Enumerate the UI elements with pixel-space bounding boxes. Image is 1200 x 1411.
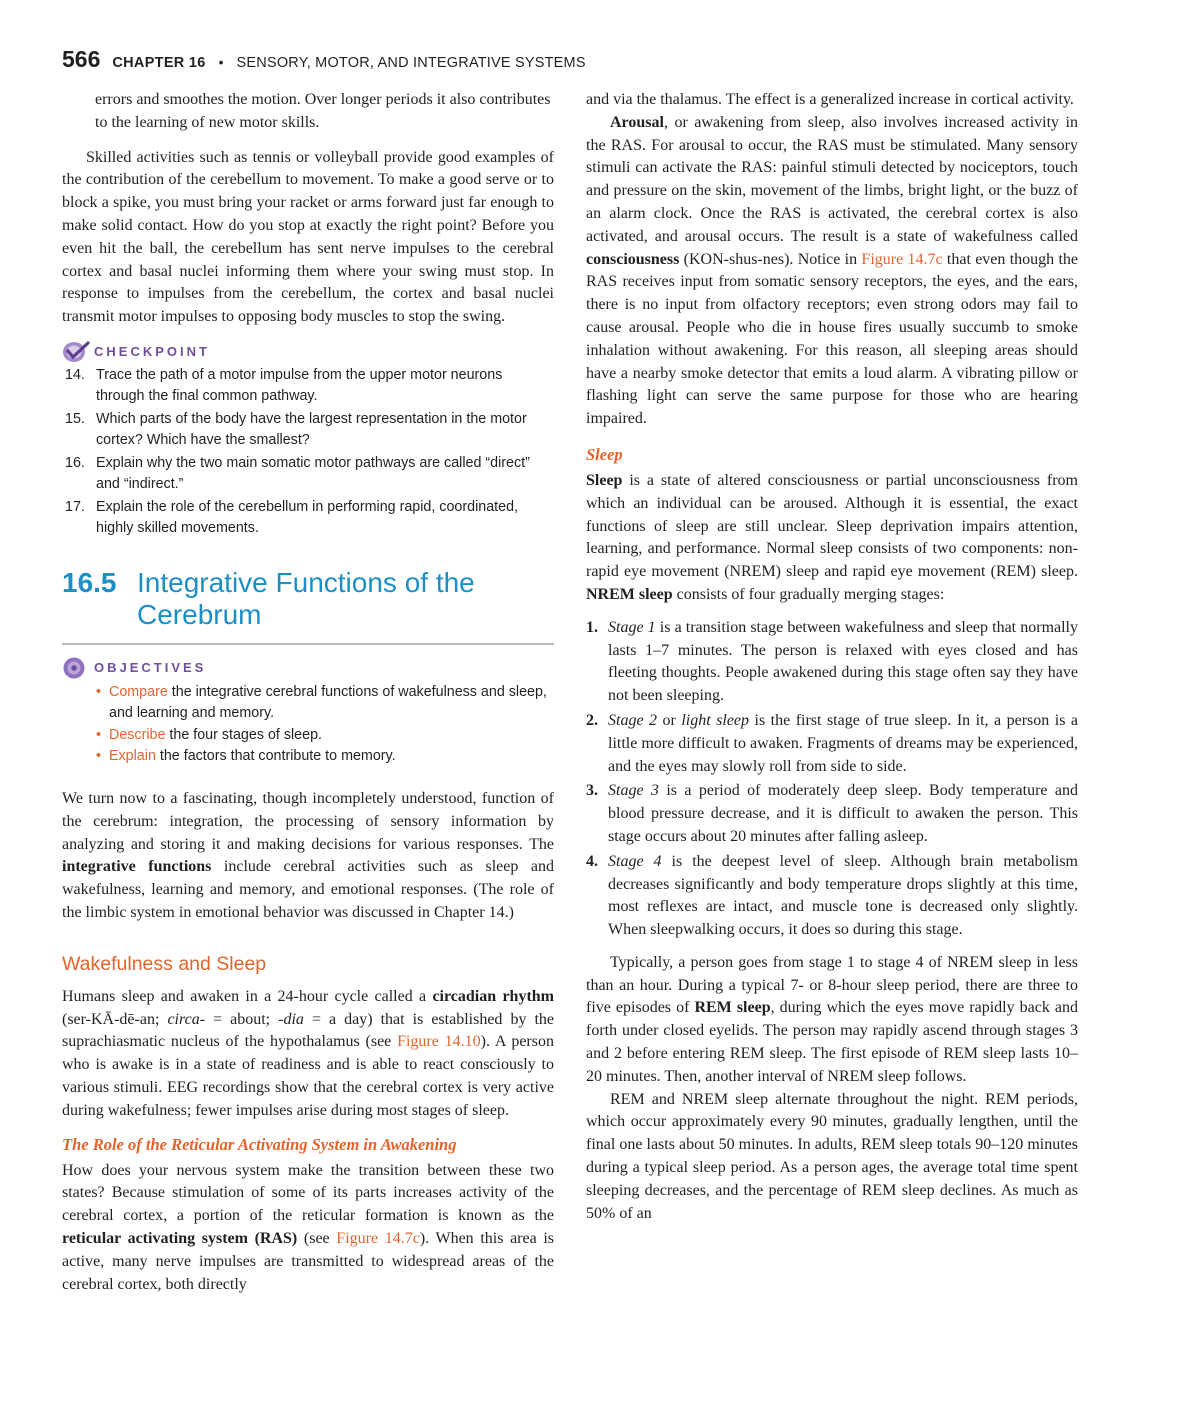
objectives-icon xyxy=(62,657,90,679)
checkpoint-label: CHECKPOINT xyxy=(94,344,210,360)
checkpoint-item-text: Explain why the two main somatic motor pathways are called “direct” and “indirect.” xyxy=(96,454,530,493)
section-number: 16.5 xyxy=(62,566,117,598)
list-item xyxy=(62,409,554,452)
checkpoint-item-number: 17. xyxy=(65,498,85,515)
chapter-label: CHAPTER 16 xyxy=(112,55,206,71)
chapter-title: SENSORY, MOTOR, AND INTEGRATIVE SYSTEMS xyxy=(236,55,586,71)
list-item xyxy=(62,365,554,408)
objective-text: Compare the integrative cerebral functions of wakefulness and sleep, and learning and memory. xyxy=(109,683,547,722)
list-item xyxy=(62,453,554,496)
objective-text: Describe the four stages of sleep. xyxy=(109,726,322,743)
bullet-icon: • xyxy=(96,748,102,765)
objectives-label: OBJECTIVES xyxy=(94,660,207,676)
list-item xyxy=(586,851,1078,942)
list-item xyxy=(62,725,554,747)
arousal-paragraph: Arousal, or awakening from sleep, also involves increased activity in the RAS. For arousal to occur, the RAS must be stimulated. Many sensory stimuli can activate the RAS: painful stimuli detected by nociceptors, touch and pressure on the skin, movement of the limbs, bright light, or the buzz of an alarm clock. Once the RAS is activated, the cerebral cortex is also activated, and arousal occurs. The result is a state of wakefulness called consciousness (KON-shus-nes). Notice in Figure 14.7c that even though the RAS receives input from somatic sensory receptors, the eyes, and the ears, there is no input from olfactory receptors; even strong odors may fail to cause arousal. People who die in house fires usually succumb to smoke inhalation without awakening. For this reason, all sleeping areas should have a nearby smoke detector that emits a loud alarm. A vibrating pillow or flashing light can serve the same purpose for those who are hearing impaired. xyxy=(586,113,1079,428)
checkpoint-item-text: Which parts of the body have the largest representation in the motor cortex? Which have the smallest? xyxy=(96,410,527,449)
left-column xyxy=(62,89,554,1296)
integrative-functions-paragraph: We turn now to a fascinating, though incompletely understood, function of the cerebrum: integration, the processing of sensory information by analyzing and storing it and making decisions for various responses. The integrative functions include cerebral activities such as sleep and wakefulness, learning and memory, and emotional responses. (The role of the limbic system in emotional behavior was discussed in Chapter 14.) xyxy=(62,789,554,921)
checkpoint-item-text: Explain the role of the cerebellum in performing rapid, coordinated, highly skilled movements. xyxy=(96,498,518,537)
ras-continued-paragraph: and via the thalamus. The effect is a generalized increase in cortical activity. xyxy=(586,91,1074,108)
stage-text: Stage 2 or light sleep is the first stage of true sleep. In it, a person is a little more difficult to awaken. Fragments of dreams may be experienced, and the eyes may slowly roll from side to side. xyxy=(608,711,1078,775)
stage-number: 2. xyxy=(586,711,598,729)
stage-number: 4. xyxy=(586,852,598,870)
ras-heading: The Role of the Reticular Activating System in Awakening xyxy=(62,1134,457,1154)
section-heading xyxy=(62,567,554,631)
ras-paragraph: How does your nervous system make the transition between these two states? Because stimulation of some of its parts increases activity of the cerebral cortex, a portion of the reticular formation is known as the reticular activating system (RAS) (see Figure 14.7c). When this area is active, many nerve impulses are transmitted to widespread areas of the cerebral cortex, both directly xyxy=(62,1161,555,1293)
figure-link[interactable]: Figure 14.7c xyxy=(336,1229,420,1247)
stage-text: Stage 4 is the deepest level of sleep. Although brain metabolism decreases significantly and body temperature drops slightly at this time, most reflexes are intact, and muscle tone is decreased only slightly. When sleepwalking occurs, it does so during this stage. xyxy=(608,852,1079,939)
bullet-icon: • xyxy=(96,726,102,743)
right-column xyxy=(586,89,1078,1225)
rem-nrem-paragraph: REM and NREM sleep alternate throughout the night. REM periods, which occur approximately every 90 minutes, gradually lengthen, until the final one lasts about 50 minutes. In adults, REM sleep totals 90–120 minutes during a typical sleep period. As a person ages, the average total time spent sleeping decreases, and the percentage of REM sleep declines. As much as 50% of an xyxy=(586,1090,1078,1222)
circadian-paragraph: Humans sleep and awaken in a 24-hour cycle called a circadian rhythm (ser-KĀ-dē-an; circa- = about; -dia = a day) that is established by the suprachiasmatic nucleus of the hypothalamus (see Figure 14.10). A person who is awake is in a state of readiness and is able to react consciously to various stimuli. EEG recordings show that the cerebral cortex is very active during wakefulness; fewer impulses arise during most stages of sleep. xyxy=(62,987,555,1119)
sleep-stage-list xyxy=(586,617,1078,942)
checkpoint-item-number: 14. xyxy=(65,366,85,383)
objectives-list xyxy=(62,682,554,768)
checkpoint-header xyxy=(62,341,554,363)
figure-link[interactable]: Figure 14.7c xyxy=(861,250,943,268)
list-item xyxy=(62,746,554,768)
intro-continued-paragraph: errors and smoothes the motion. Over longer periods it also contributes to the learning of new motor skills. xyxy=(95,91,551,131)
stage-number: 3. xyxy=(586,782,598,800)
section-title: Integrative Functions of the Cerebrum xyxy=(137,566,475,630)
objective-text: Explain the factors that contribute to memory. xyxy=(109,748,396,765)
typical-sleep-paragraph: Typically, a person goes from stage 1 to stage 4 of NREM sleep in less than an hour. During a typical 7- or 8-hour sleep period, there are three to five episodes of REM sleep, during which the eyes move rapidly back and forth under closed eyelids. The person may rapidly ascend through stages 3 and 2 before entering REM sleep. The first episode of REM sleep lasts 10–20 minutes. Then, another interval of NREM sleep follows. xyxy=(586,953,1078,1085)
list-item xyxy=(586,617,1078,708)
page-number: 566 xyxy=(62,46,101,72)
running-head xyxy=(62,46,586,73)
list-item xyxy=(586,780,1078,848)
checkpoint-item-number: 15. xyxy=(65,410,85,427)
list-item xyxy=(62,682,554,725)
figure-link[interactable]: Figure 14.10 xyxy=(397,1033,481,1051)
checkpoint-item-text: Trace the path of a motor impulse from the upper motor neurons through the final common pathway. xyxy=(96,366,503,405)
objectives-header xyxy=(62,657,554,679)
sleep-paragraph: Sleep is a state of altered consciousness or partial unconsciousness from which an individual can be aroused. Although it is essential, the exact functions of sleep are still unclear. Sleep deprivation impairs attention, learning, and performance. Normal sleep consists of two components: non-rapid eye movement (NREM) sleep and rapid eye movement (REM) sleep. NREM sleep consists of four gradually merging stages: xyxy=(586,471,1078,603)
checkmark-icon xyxy=(62,341,90,363)
wakefulness-heading: Wakefulness and Sleep xyxy=(62,952,267,975)
checkpoint-list xyxy=(62,365,554,540)
section-divider xyxy=(62,643,554,645)
stage-text: Stage 3 is a period of moderately deep sleep. Body temperature and blood pressure decrease, and it is difficult to awaken the person. This stage occurs about 20 minutes after falling asleep. xyxy=(608,782,1078,845)
list-item xyxy=(586,710,1078,778)
skilled-activities-paragraph: Skilled activities such as tennis or volleyball provide good examples of the contribution of the cerebellum to movement. To make a good serve or to block a spike, you must bring your racket or arms forward just far enough to make solid contact. How do you stop at exactly the right point? Before you even hit the ball, the cerebellum has sent nerve impulses to the cerebral cortex and basal nuclei informing them where your swing must stop. In response to impulses from the cerebellum, the cortex and basal nuclei transmit motor impulses to opposing body muscles to stop the swing. xyxy=(62,148,554,326)
bullet-icon: • xyxy=(96,683,102,700)
sleep-heading: Sleep xyxy=(586,444,623,464)
checkpoint-item-number: 16. xyxy=(65,454,85,471)
stage-text: Stage 1 is a transition stage between wakefulness and sleep that normally lasts 1–7 minutes. The person is relaxed with eyes closed and has fleeting thoughts. People awakened during this stage often say they have not been sleeping. xyxy=(608,618,1079,705)
stage-number: 1. xyxy=(586,618,598,636)
list-item xyxy=(62,497,554,540)
header-separator: • xyxy=(218,54,224,70)
